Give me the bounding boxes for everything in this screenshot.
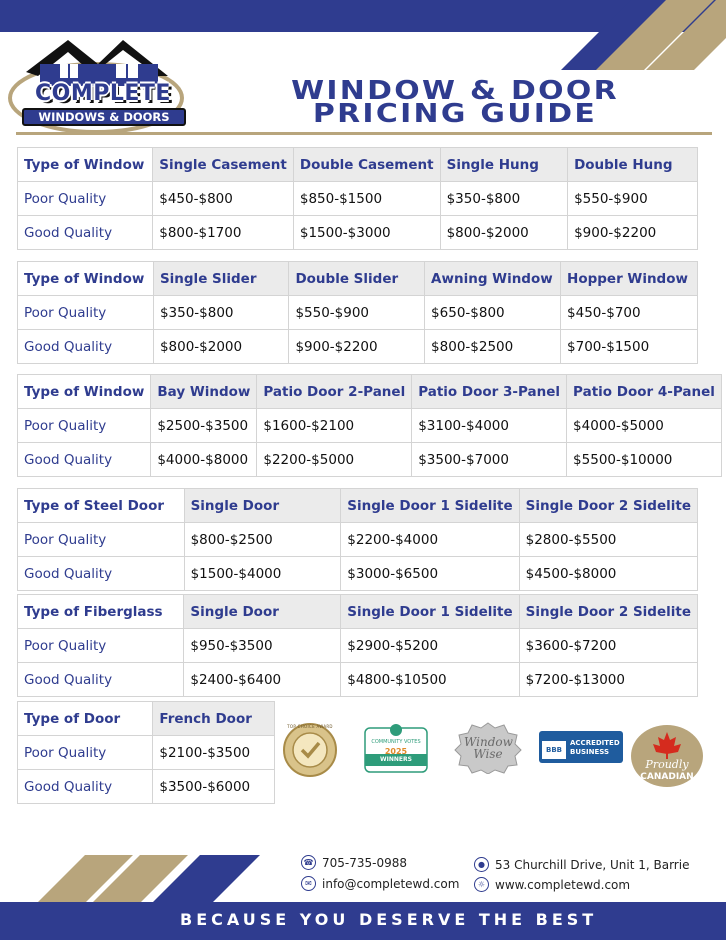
- price-cell: $800-$2500: [184, 523, 341, 557]
- proudly-text: Proudly: [645, 758, 689, 771]
- table-row: [18, 770, 275, 804]
- price-cell: $3000-$6500: [341, 557, 519, 591]
- price-cell: $800-$1700: [153, 216, 294, 250]
- quality-label: Good Quality: [18, 330, 154, 364]
- quality-label: Good Quality: [18, 663, 184, 697]
- community-year: 2025: [384, 747, 408, 756]
- header-cell: Double Casement: [293, 148, 440, 182]
- table-header-row: [18, 148, 698, 182]
- price-cell: $3100-$4000: [412, 409, 567, 443]
- table-row: [18, 330, 698, 364]
- price-cell: $2900-$5200: [341, 629, 519, 663]
- pricing-table-fiberglass-door: [17, 594, 698, 697]
- price-cell: $1500-$3000: [293, 216, 440, 250]
- header-cell: Single Slider: [153, 262, 289, 296]
- table-row: [18, 663, 698, 697]
- bbb-mark: BBB: [542, 741, 566, 759]
- quality-label: Good Quality: [18, 443, 151, 477]
- location-pin-icon: ●: [474, 857, 489, 872]
- header-cell: Single Door: [184, 489, 341, 523]
- contact-phone[interactable]: [301, 855, 407, 870]
- quality-label: Poor Quality: [18, 182, 153, 216]
- price-cell: $450-$700: [561, 296, 698, 330]
- bbb-accredited-badge: [539, 731, 623, 763]
- header-cell: Type of Window: [18, 148, 153, 182]
- title-divider: [16, 132, 712, 135]
- community-winners: WINNERS: [380, 756, 412, 763]
- header-cell: Hopper Window: [561, 262, 698, 296]
- price-cell: $950-$3500: [184, 629, 341, 663]
- company-logo: [8, 34, 193, 134]
- price-cell: $3500-$6000: [153, 770, 275, 804]
- price-cell: $450-$800: [153, 182, 294, 216]
- price-cell: $350-$800: [153, 296, 289, 330]
- price-cell: $2200-$4000: [341, 523, 519, 557]
- header-cell: Single Door: [184, 595, 341, 629]
- price-cell: $5500-$10000: [567, 443, 722, 477]
- pricing-table-windows-2: [17, 261, 698, 364]
- quality-label: Poor Quality: [18, 296, 154, 330]
- contact-email[interactable]: [301, 876, 459, 891]
- window-wise-badge: [454, 722, 522, 774]
- quality-label: Good Quality: [18, 216, 153, 250]
- phone-icon: ☎: [301, 855, 316, 870]
- consumer-choice-badge: [282, 722, 338, 778]
- header-cell: Double Slider: [289, 262, 425, 296]
- header-cell: Bay Window: [151, 375, 257, 409]
- bottom-stripes: [0, 855, 290, 907]
- table-row: [18, 182, 698, 216]
- price-cell: $3600-$7200: [519, 629, 697, 663]
- contact-website[interactable]: [474, 877, 630, 892]
- price-cell: $4000-$8000: [151, 443, 257, 477]
- table-row: [18, 523, 698, 557]
- email-text: info@completewd.com: [322, 876, 460, 891]
- bbb-text-1: ACCREDITED: [570, 739, 620, 747]
- globe-icon: ☼: [474, 877, 489, 892]
- quality-label: Good Quality: [18, 557, 185, 591]
- quality-label: Poor Quality: [18, 629, 184, 663]
- price-cell: $2500-$3500: [151, 409, 257, 443]
- pricing-table-windows-1: [17, 147, 698, 250]
- header-cell: Single Door 2 Sidelite: [519, 595, 697, 629]
- header-cell: Awning Window: [425, 262, 561, 296]
- table-row: [18, 443, 722, 477]
- header-cell: Patio Door 4-Panel: [567, 375, 722, 409]
- proudly-canadian-badge: [630, 724, 704, 788]
- pricing-table-french-door: [17, 701, 275, 804]
- table-header-row: [18, 595, 698, 629]
- header-cell: Single Door 1 Sidelite: [341, 595, 519, 629]
- header-cell: Patio Door 3-Panel: [412, 375, 567, 409]
- pricing-table-bay-patio: [17, 374, 722, 477]
- table-row: [18, 629, 698, 663]
- logo-wordmark: COMPLETE: [35, 81, 171, 106]
- price-cell: $4000-$5000: [567, 409, 722, 443]
- quality-label: Poor Quality: [18, 409, 151, 443]
- header-cell: Double Hung: [568, 148, 698, 182]
- price-cell: $1600-$2100: [257, 409, 412, 443]
- header-cell: Single Door 2 Sidelite: [519, 489, 697, 523]
- header-cell: French Door: [153, 702, 275, 736]
- logo-subtitle: WINDOWS & DOORS: [22, 108, 186, 126]
- quality-label: Poor Quality: [18, 523, 185, 557]
- price-cell: $550-$900: [568, 182, 698, 216]
- price-cell: $800-$2500: [425, 330, 561, 364]
- phone-text: 705-735-0988: [322, 855, 408, 870]
- price-cell: $650-$800: [425, 296, 561, 330]
- price-cell: $900-$2200: [289, 330, 425, 364]
- table-header-row: [18, 702, 275, 736]
- price-cell: $2800-$5500: [519, 523, 697, 557]
- title-line-2: PRICING GUIDE: [312, 99, 598, 129]
- table-row: [18, 216, 698, 250]
- contact-address[interactable]: [474, 857, 689, 872]
- price-cell: $1500-$4000: [184, 557, 341, 591]
- page-title: [250, 76, 660, 129]
- header-cell: Type of Window: [18, 262, 154, 296]
- price-cell: $700-$1500: [561, 330, 698, 364]
- quality-label: Poor Quality: [18, 736, 153, 770]
- header-cell: Type of Steel Door: [18, 489, 185, 523]
- consumer-choice-text: TOP CHOICE AWARD: [287, 724, 333, 729]
- header-cell: Type of Window: [18, 375, 151, 409]
- community-votes-badge: [364, 722, 428, 774]
- community-votes-text: COMMUNITY VOTES: [371, 739, 421, 745]
- price-cell: $900-$2200: [568, 216, 698, 250]
- table-row: [18, 296, 698, 330]
- address-text: 53 Churchill Drive, Unit 1, Barrie: [495, 857, 690, 872]
- window-wise-text: Window Wise: [464, 735, 513, 761]
- table-header-row: [18, 262, 698, 296]
- header-cell: Patio Door 2-Panel: [257, 375, 412, 409]
- title-line-1: WINDOW & DOOR: [291, 76, 619, 106]
- price-cell: $3500-$7000: [412, 443, 567, 477]
- price-cell: $800-$2000: [440, 216, 567, 250]
- website-text: www.completewd.com: [495, 877, 631, 892]
- price-cell: $850-$1500: [293, 182, 440, 216]
- price-cell: $2400-$6400: [184, 663, 341, 697]
- price-cell: $7200-$13000: [519, 663, 697, 697]
- price-cell: $2200-$5000: [257, 443, 412, 477]
- table-row: [18, 557, 698, 591]
- price-cell: $2100-$3500: [153, 736, 275, 770]
- price-cell: $4500-$8000: [519, 557, 697, 591]
- table-row: [18, 409, 722, 443]
- header-cell: Type of Fiberglass: [18, 595, 184, 629]
- bbb-text-2: BUSINESS: [570, 748, 610, 756]
- quality-label: Good Quality: [18, 770, 153, 804]
- slogan: BECAUSE YOU DESERVE THE BEST: [180, 910, 598, 929]
- header-cell: Single Door 1 Sidelite: [341, 489, 519, 523]
- top-stripes: [426, 0, 726, 70]
- header-cell: Single Hung: [440, 148, 567, 182]
- table-header-row: [18, 489, 698, 523]
- table-header-row: [18, 375, 722, 409]
- canadian-text: CANADIAN: [640, 772, 694, 782]
- email-icon: ✉: [301, 876, 316, 891]
- table-row: [18, 736, 275, 770]
- header-cell: Type of Door: [18, 702, 153, 736]
- price-cell: $4800-$10500: [341, 663, 519, 697]
- price-cell: $800-$2000: [153, 330, 289, 364]
- header-cell: Single Casement: [153, 148, 294, 182]
- pricing-table-steel-door: [17, 488, 698, 591]
- price-cell: $350-$800: [440, 182, 567, 216]
- price-cell: $550-$900: [289, 296, 425, 330]
